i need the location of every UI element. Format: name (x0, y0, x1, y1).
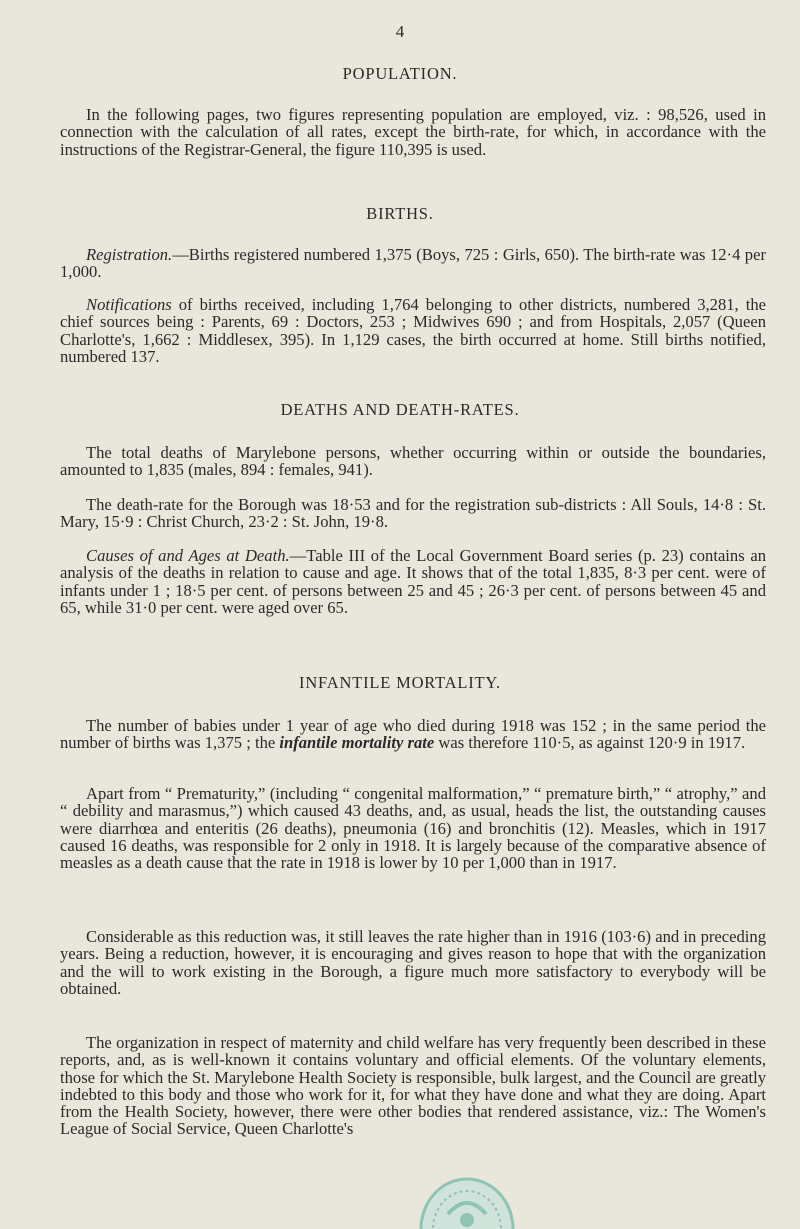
heading-deaths: DEATHS AND DEATH-RATES. (280, 400, 520, 419)
page-number: 4 (395, 22, 405, 41)
infantile-text-b: was therefore 110·5, as against 120·9 in 1917. (434, 733, 746, 753)
causes-lead: Causes of and Ages at Death. (86, 546, 290, 565)
paragraph-infantile-rate (60, 717, 766, 752)
paragraph-registration (60, 246, 766, 281)
paragraph-notifications (60, 296, 766, 365)
paragraph-total-deaths: The total deaths of Marylebone persons, whether occurring within or outside the boundaries, amounted to 1,835 (males, 894 : females, 941). (60, 443, 766, 480)
paragraph-causes (60, 547, 766, 616)
heading-infantile: INFANTILE MORTALITY. (299, 673, 501, 692)
paragraph-population: In the following pages, two figures representing population are employed, viz. : 98,526, used in connection with the calculation of all rates, except the birth-rate, for which, in accordance with the instructions of the Registrar-General, the figure 110,395 is used. (60, 105, 766, 159)
registration-lead: Registration. (86, 245, 173, 264)
paragraph-prematurity: Apart from “ Prematurity,” (including “ congenital malformation,” “ premature birth,” “ atrophy,” and “ debility and marasmus,”) which caused 43 deaths, and, as usual, heads the list, the outstanding causes were diarrhœa and enteritis (26 deaths), pneumonia (16) and bronchitis (12). Measles, which in 1917 caused 16 deaths, was responsible for 2 only in 1918. It is largely because of the comparative absence of measles as a death cause that the rate in 1918 is lower by 10 per 1,000 than in 1917. (60, 784, 766, 873)
infantile-rate-term: infantile mortality rate (279, 733, 435, 753)
infantile-text-a: The number of babies under 1 year of age who died during 1918 was 152 ; in the same period the number of births was 1,375 ; the (60, 716, 766, 753)
notifications-text: of births received, including 1,764 belonging to other districts, numbered 3,281, the chief sources being : Parents, 69 : Doctors, 253 ; Midwives 690 ; and from Hospitals, 2,057 (Queen Charlotte's, 1,662 : Middlesex, 395). In 1,129 cases, the birth occurred at home. Still births notified, numbered 137. (60, 295, 766, 366)
paragraph-reduction: Considerable as this reduction was, it still leaves the rate higher than in 1916 (103·6) and in preceding years. Being a reduction, however, it is encouraging and gives reason to hope that with the organization and the will to work existing in the Borough, a figure much more satisfactory to everybody will be obtained. (60, 927, 766, 998)
causes-text: —Table III of the Local Government Board series (p. 23) contains an analysis of the deaths in relation to cause and age. It shows that of the total 1,835, 8·3 per cent. were of infants under 1 ; 18·5 per cent. of persons between 25 and 45 ; 26·3 per cent. of persons between 45 and 65, while 31·0 per cent. were aged over 65. (60, 546, 766, 617)
library-stamp-image (418, 1174, 516, 1229)
heading-population: POPULATION. (342, 64, 458, 83)
paragraph-organization: The organization in respect of maternity and child welfare has very frequently been described in these reports, and, as is well-known it contains voluntary and official elements. Of the voluntary elements, those for which the St. Marylebone Health Society is responsible, bulk largest, and the Council are greatly indebted to this body and those who work for it, for what they have done and what they are doing. Apart from the Health Society, however, there were other bodies that rendered assistance, viz.: The Women's League of Social Service, Queen Charlotte's (60, 1033, 766, 1139)
heading-births: BIRTHS. (366, 204, 434, 223)
notifications-lead: Notifications (86, 295, 172, 314)
paragraph-death-rate: The death-rate for the Borough was 18·53 and for the registration sub-districts : All Souls, 14·8 : St. Mary, 15·9 : Christ Church, 23·2 : St. John, 19·8. (60, 495, 766, 532)
registration-text: —Births registered numbered 1,375 (Boys, 725 : Girls, 650). The birth-rate was 12·4 per 1,000. (60, 245, 766, 282)
